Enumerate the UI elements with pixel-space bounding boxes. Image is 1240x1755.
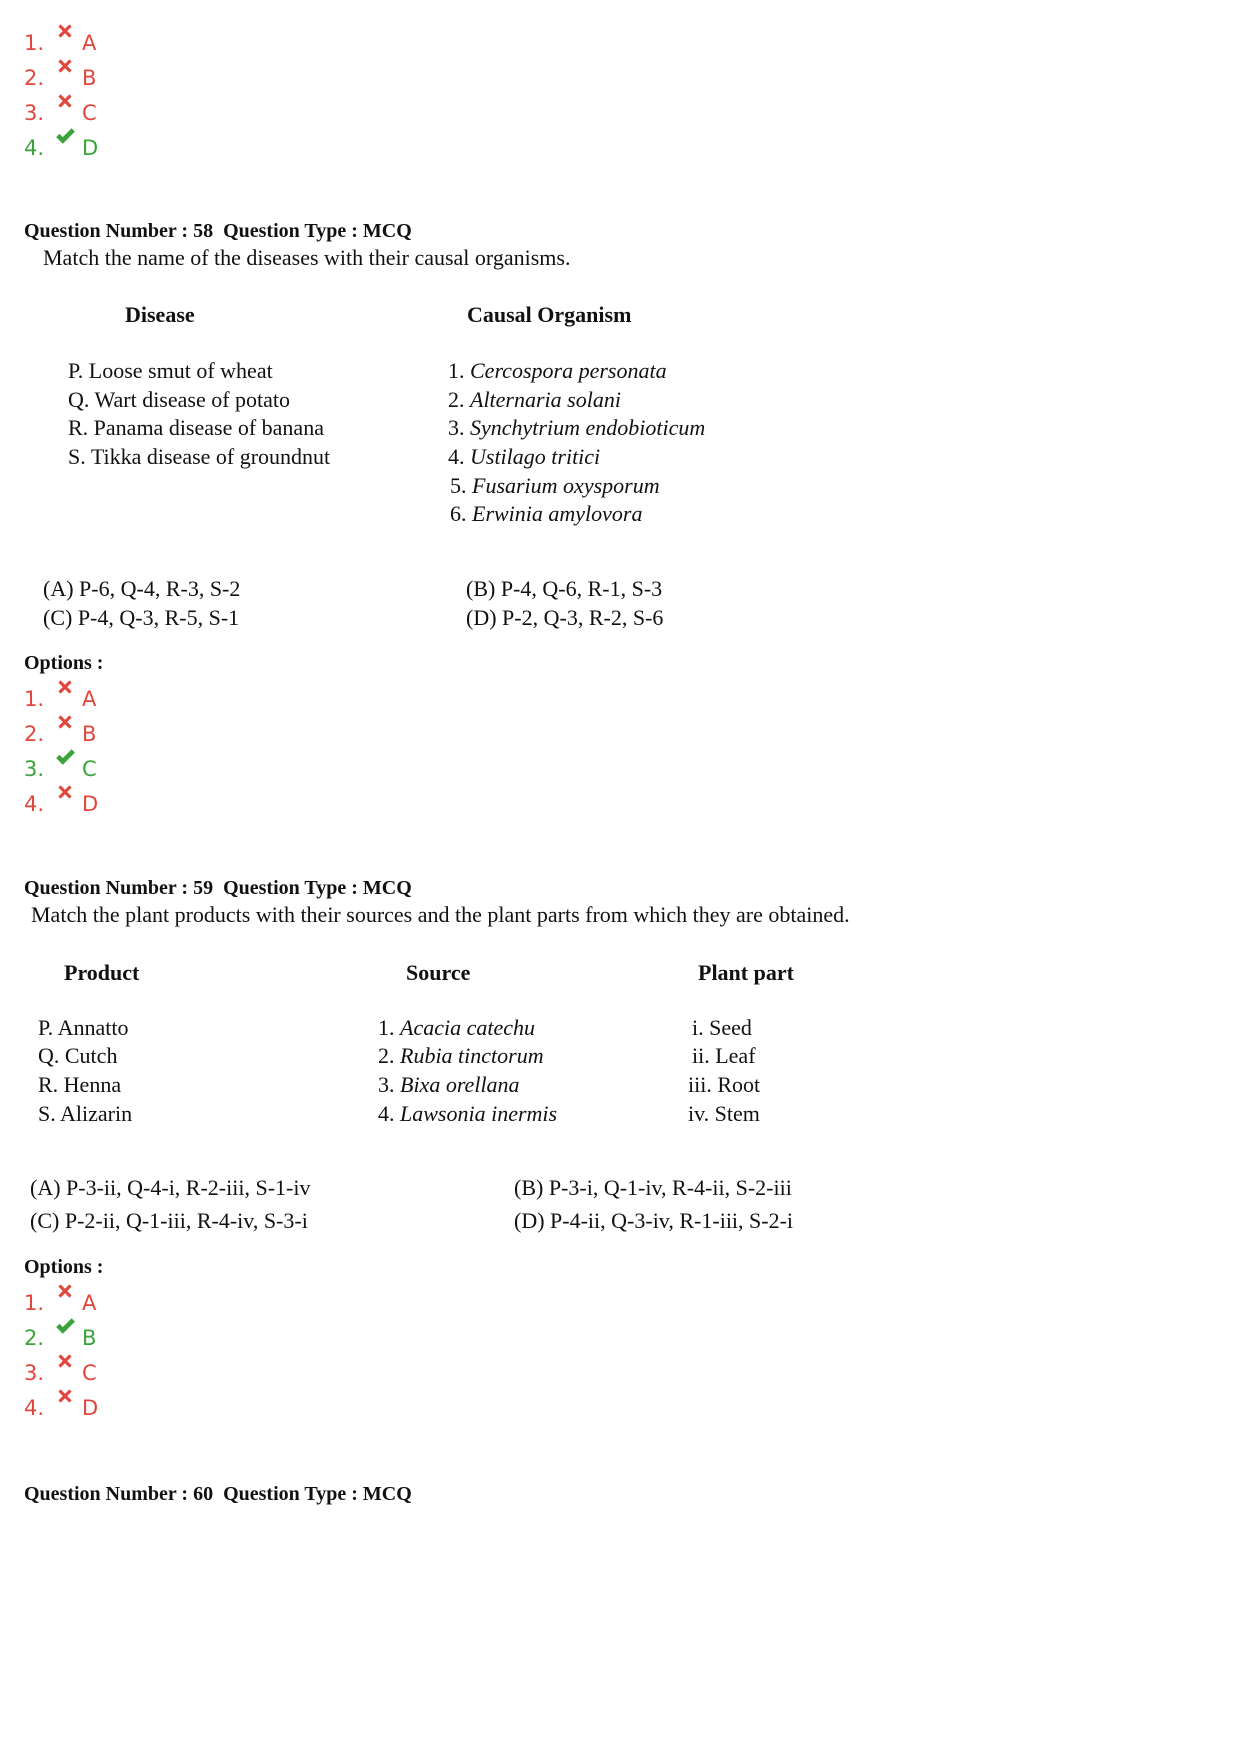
product-item: S. Alizarin xyxy=(38,1101,133,1126)
option-number: 4. xyxy=(24,792,45,816)
question-number: Question Number : 59 xyxy=(24,877,214,899)
choice-d: (D) P-2, Q-3, R-2, S-6 xyxy=(466,605,664,630)
column-header-plant-part: Plant part xyxy=(698,960,794,985)
choice-c: (C) P-2-ii, Q-1-iii, R-4-iv, S-3-i xyxy=(30,1208,308,1233)
option-letter: A xyxy=(82,687,97,711)
option-letter: B xyxy=(82,722,97,746)
option-letter: A xyxy=(82,31,97,55)
option-letter: D xyxy=(82,136,99,160)
question-type: Question Type : MCQ xyxy=(223,877,412,899)
question-header xyxy=(24,219,412,243)
choice-a: (A) P-6, Q-4, R-3, S-2 xyxy=(43,576,241,601)
plant-part-item: iii. Root xyxy=(688,1072,761,1097)
column-header-product: Product xyxy=(64,960,140,985)
cross-icon xyxy=(54,90,76,112)
option-number: 1. xyxy=(24,31,45,55)
question-type: Question Type : MCQ xyxy=(223,1483,412,1505)
option-letter: C xyxy=(82,1361,97,1385)
choice-b: (B) P-4, Q-6, R-1, S-3 xyxy=(466,576,663,601)
column-header-organism: Causal Organism xyxy=(467,302,632,327)
check-icon xyxy=(54,125,76,147)
cross-icon xyxy=(54,781,76,803)
cross-icon xyxy=(54,676,76,698)
option-number: 3. xyxy=(24,101,45,125)
option-letter: B xyxy=(82,66,97,90)
cross-icon xyxy=(54,1385,76,1407)
option-number: 3. xyxy=(24,757,45,781)
options-label: Options : xyxy=(24,652,104,674)
option-letter: D xyxy=(82,1396,99,1420)
cross-icon xyxy=(54,1280,76,1302)
cross-icon xyxy=(54,711,76,733)
disease-item: S. Tikka disease of groundnut xyxy=(68,444,331,469)
plant-part-item: ii. Leaf xyxy=(692,1043,756,1068)
plant-part-item: iv. Stem xyxy=(688,1101,760,1126)
option-letter: B xyxy=(82,1326,97,1350)
source-item: 2. Rubia tinctorum xyxy=(378,1043,544,1068)
choice-a: (A) P-3-ii, Q-4-i, R-2-iii, S-1-iv xyxy=(30,1175,311,1200)
option-letter: C xyxy=(82,757,97,781)
options-label: Options : xyxy=(24,1256,104,1278)
product-item: R. Henna xyxy=(38,1072,122,1097)
check-icon xyxy=(54,746,76,768)
product-item: P. Annatto xyxy=(38,1015,129,1040)
question-number: Question Number : 60 xyxy=(24,1483,214,1505)
column-header-source: Source xyxy=(406,960,471,985)
question-header xyxy=(24,876,412,900)
organism-item: 5. Fusarium oxysporum xyxy=(450,473,660,498)
option-number: 2. xyxy=(24,1326,45,1350)
organism-item: 2. Alternaria solani xyxy=(448,387,621,412)
option-letter: A xyxy=(82,1291,97,1315)
column-header-disease: Disease xyxy=(125,302,195,327)
option-number: 4. xyxy=(24,1396,45,1420)
organism-item: 3. Synchytrium endobioticum xyxy=(448,415,706,440)
source-item: 4. Lawsonia inermis xyxy=(378,1101,558,1126)
option-number: 2. xyxy=(24,722,45,746)
cross-icon xyxy=(54,20,76,42)
organism-item: 6. Erwinia amylovora xyxy=(450,501,643,526)
option-letter: C xyxy=(82,101,97,125)
option-number: 2. xyxy=(24,66,45,90)
option-number: 3. xyxy=(24,1361,45,1385)
organism-item: 1. Cercospora personata xyxy=(448,358,667,383)
option-number: 4. xyxy=(24,136,45,160)
disease-item: R. Panama disease of banana xyxy=(68,415,324,440)
question-type: Question Type : MCQ xyxy=(223,220,412,242)
cross-icon xyxy=(54,55,76,77)
disease-item: P. Loose smut of wheat xyxy=(68,358,273,383)
question-header xyxy=(24,1482,412,1506)
cross-icon xyxy=(54,1350,76,1372)
check-icon xyxy=(54,1315,76,1337)
choice-d: (D) P-4-ii, Q-3-iv, R-1-iii, S-2-i xyxy=(514,1208,794,1233)
option-number: 1. xyxy=(24,1291,45,1315)
option-number: 1. xyxy=(24,687,45,711)
question-stem: Match the plant products with their sources and the plant parts from which they are obtained. xyxy=(31,902,850,927)
disease-item: Q. Wart disease of potato xyxy=(68,387,291,412)
question-number: Question Number : 58 xyxy=(24,220,214,242)
organism-item: 4. Ustilago tritici xyxy=(448,444,601,469)
source-item: 3. Bixa orellana xyxy=(378,1072,520,1097)
plant-part-item: i. Seed xyxy=(692,1015,752,1040)
product-item: Q. Cutch xyxy=(38,1043,118,1068)
option-letter: D xyxy=(82,792,99,816)
question-stem: Match the name of the diseases with their causal organisms. xyxy=(43,245,571,270)
choice-b: (B) P-3-i, Q-1-iv, R-4-ii, S-2-iii xyxy=(514,1175,792,1200)
choice-c: (C) P-4, Q-3, R-5, S-1 xyxy=(43,605,240,630)
source-item: 1. Acacia catechu xyxy=(378,1015,535,1040)
